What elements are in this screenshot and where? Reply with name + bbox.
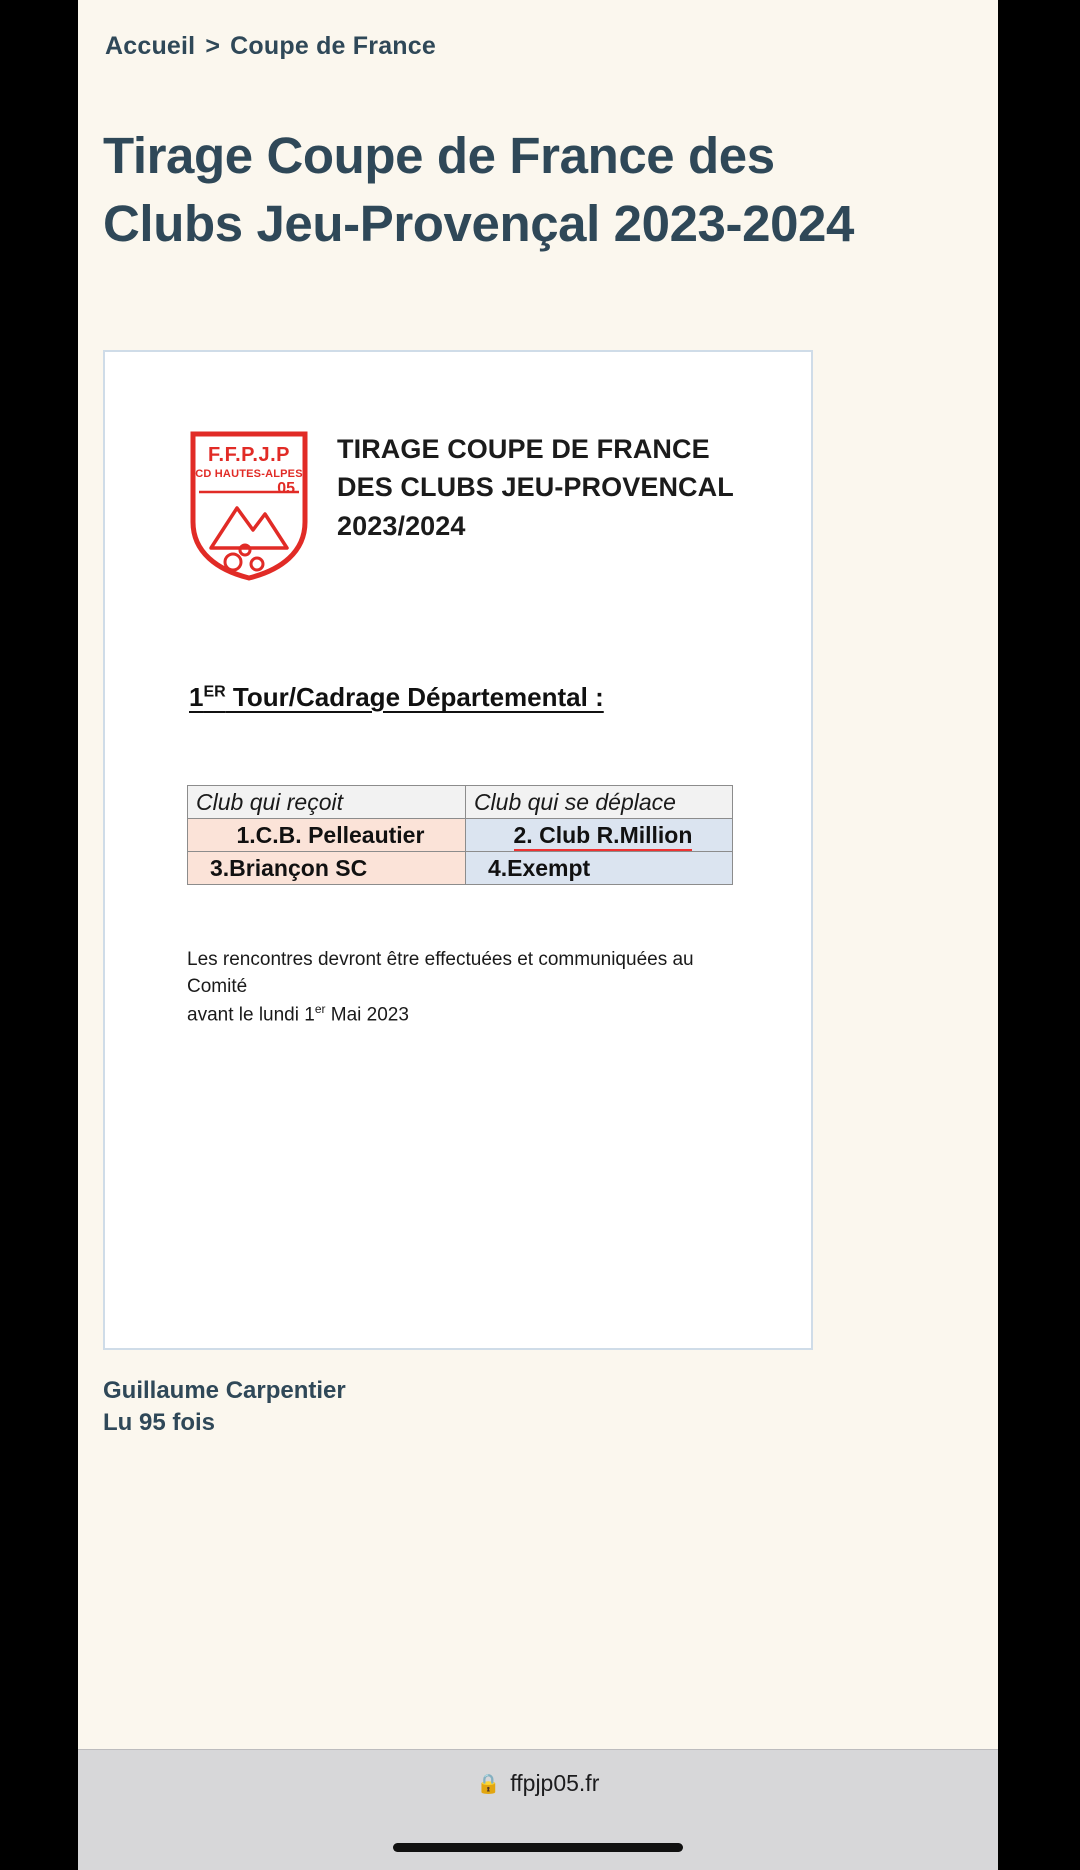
section-title-superscript: ER [203,683,226,701]
breadcrumb [105,32,436,61]
note-line-2-post: Mai 2023 [325,1004,409,1026]
draw-table [187,785,733,885]
ffpjp-crest-icon [189,430,309,582]
home-indicator[interactable] [393,1843,683,1852]
breadcrumb-separator: > [205,32,221,60]
section-title-rest: Tour/Cadrage Départemental : [225,682,604,712]
view-count: Lu 95 fois [103,1409,216,1437]
phone-viewport [78,0,998,1870]
cell-away-team-2: 4.Exempt [465,852,732,885]
note-line-2-superscript: er [314,1001,326,1016]
document-title: TIRAGE COUPE DE FRANCE DES CLUBS JEU-PROVENCAL 2023/2024 [337,434,734,541]
url-bar[interactable] [78,1770,998,1797]
author-name: Guillaume Carpentier [103,1377,346,1404]
crest-federation-label: F.F.P.J.P [208,444,290,466]
cell-away-team-1 [465,819,732,852]
article-meta [103,1375,346,1440]
page-content [78,0,998,1615]
breadcrumb-current[interactable]: Coupe de France [230,32,436,60]
section-title-prefix: 1 [189,682,204,712]
document-header [189,430,749,582]
column-header-home: Club qui reçoit [188,786,466,819]
table-row [188,852,733,885]
document-section-title [189,682,604,713]
lock-icon: 🔒 [476,1773,501,1795]
document-note [187,947,747,1029]
document-preview-card[interactable] [103,350,813,1350]
cell-away-team-1-text: 2. Club R.Million [514,822,693,851]
table-row [188,819,733,852]
breadcrumb-home-link[interactable]: Accueil [105,32,196,60]
note-line-2-pre: avant le lundi 1 [187,1004,315,1026]
cell-home-team-1: 1.C.B. Pelleautier [188,819,466,852]
column-header-away: Club qui se déplace [465,786,732,819]
browser-bottom-bar [78,1749,998,1870]
table-header-row [188,786,733,819]
url-text: ffpjp05.fr [510,1770,600,1796]
note-line-1: Les rencontres devront être effectuées et communiquées au Comité [187,949,694,997]
crest-department-number: 05 [277,480,295,497]
crest-committee-label: CD HAUTES-ALPES [195,468,303,480]
page-title: Tirage Coupe de France des Clubs Jeu-Provençal 2023-2024 [103,127,854,252]
cell-home-team-2: 3.Briançon SC [188,852,466,885]
